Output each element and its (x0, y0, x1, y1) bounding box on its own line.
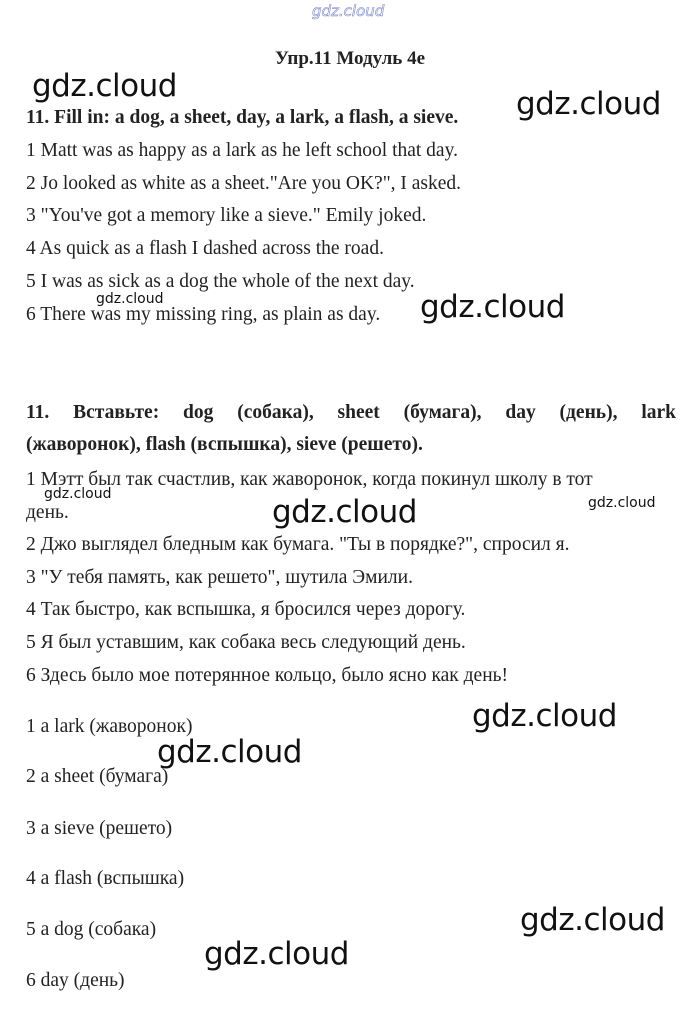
english-sentence-2: 2 Jo looked as white as a sheet."Are you OK?", I asked. (26, 173, 462, 194)
russian-task-heading-line-2: (жаворонок), flash (вспышка), sieve (решето). (26, 434, 423, 455)
watermark: gdz.cloud (96, 291, 164, 307)
answer-5: 5 a dog (собака) (26, 919, 157, 940)
russian-sentence-3: 3 "У тебя память, как решето", шутила Эмили. (26, 567, 413, 588)
answer-6: 6 day (день) (26, 970, 125, 991)
english-sentence-6: 6 There was my missing ring, as plain as day. (26, 304, 381, 325)
russian-sentence-1-line-1: 1 Мэтт был так счастлив, как жаворонок, когда покинул школу в тот (26, 469, 593, 490)
page-title: Упр.11 Модуль 4е (274, 48, 425, 69)
russian-sentence-2: 2 Джо выглядел бледным как бумага. "Ты в порядке?", спросил я. (26, 534, 570, 555)
russian-sentence-5: 5 Я был уставшим, как собака весь следующий день. (26, 632, 466, 653)
answer-3: 3 a sieve (решето) (26, 818, 173, 839)
answer-2: 2 a sheet (бумага) (26, 766, 169, 787)
watermark: gdz.cloud (420, 289, 565, 325)
watermark: gdz.cloud (516, 86, 661, 122)
answer-4: 4 a flash (вспышка) (26, 868, 185, 889)
watermark: gdz.cloud (520, 902, 665, 938)
russian-sentence-6: 6 Здесь было мое потерянное кольцо, было ясно как день! (26, 665, 509, 686)
watermark: gdz.cloud (157, 734, 302, 770)
english-sentence-3: 3 "You've got a memory like a sieve." Emily joked. (26, 205, 427, 226)
watermark: gdz.cloud (472, 698, 617, 734)
russian-task-heading-line-1: 11. Вставьте: dog (собака), sheet (бумага), day (день), lark (26, 402, 676, 423)
watermark: gdz.cloud (32, 68, 177, 104)
header-watermark: gdz.cloud (312, 2, 385, 20)
russian-sentence-4: 4 Так быстро, как вспышка, я бросился через дорогу. (26, 599, 466, 620)
watermark: gdz.cloud (44, 486, 112, 502)
english-sentence-4: 4 As quick as a flash I dashed across the road. (26, 238, 384, 259)
watermark: gdz.cloud (272, 494, 417, 530)
english-sentence-5: 5 I was as sick as a dog the whole of the next day. (26, 271, 415, 292)
english-task-heading: 11. Fill in: a dog, a sheet, day, a lark, a flash, a sieve. (26, 107, 459, 128)
watermark: gdz.cloud (204, 936, 349, 972)
watermark: gdz.cloud (588, 495, 656, 511)
english-sentence-1: 1 Matt was as happy as a lark as he left school that day. (26, 140, 458, 161)
russian-sentence-1-line-2: день. (26, 502, 69, 523)
answer-1: 1 a lark (жаворонок) (26, 716, 193, 737)
